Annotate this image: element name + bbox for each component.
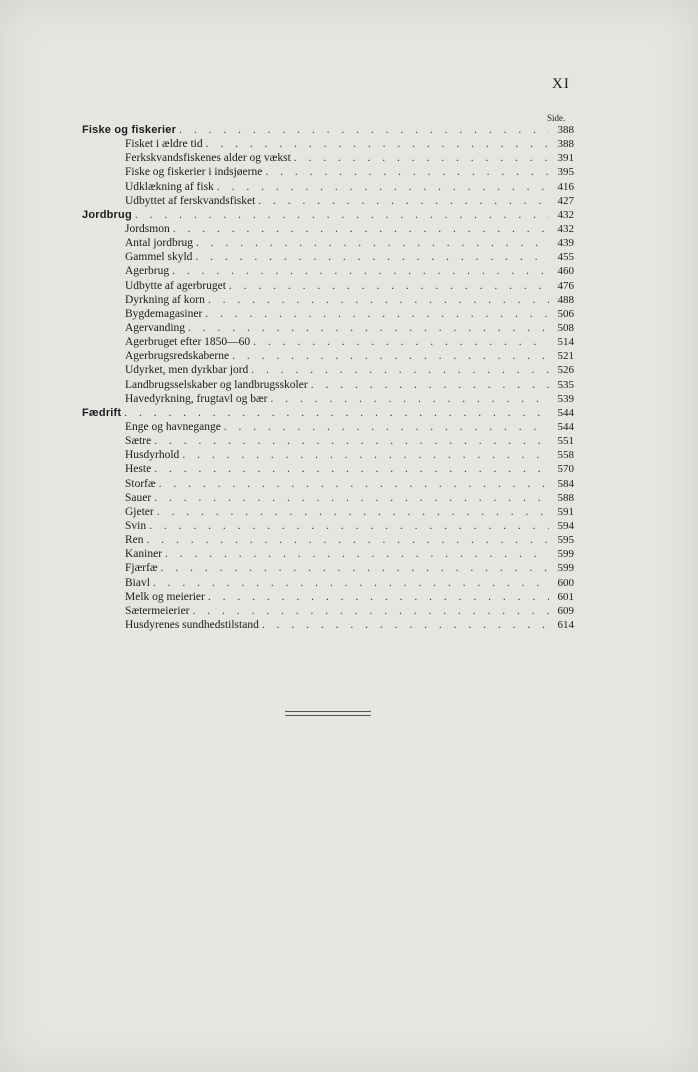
toc-label: Kaniner: [125, 548, 163, 561]
dot-leader: [265, 165, 549, 179]
toc-label: Agerbrugsredskaberne: [125, 350, 230, 363]
toc-label: Fjærfæ: [125, 562, 158, 575]
dot-leader: [159, 477, 549, 491]
toc-page-number: 551: [557, 435, 574, 448]
toc-page-number: 614: [557, 618, 574, 631]
toc-entry: [82, 547, 574, 561]
toc-label: Fædrift: [82, 406, 122, 419]
toc-entry: [82, 335, 574, 349]
dot-leader: [311, 378, 549, 392]
toc-label: Bygdemagasiner: [125, 307, 203, 320]
dot-leader: [153, 576, 549, 590]
toc-entry: [82, 561, 574, 575]
dot-leader: [193, 604, 549, 618]
toc-entry: [82, 321, 574, 335]
toc-label: Agerbruget efter 1850—60: [125, 336, 251, 349]
dot-leader: [262, 618, 549, 632]
toc-entry: [82, 491, 574, 505]
toc-page-number: 599: [557, 562, 574, 575]
toc-label: Fiske og fiskerier i indsjøerne: [125, 166, 263, 179]
toc-entry: [82, 533, 574, 547]
toc-label: Udbytte af agerbruget: [125, 279, 226, 292]
toc-page-number: 476: [557, 279, 574, 292]
dot-leader: [294, 151, 549, 165]
toc-label: Ren: [125, 534, 144, 547]
dot-leader: [157, 505, 549, 519]
dot-leader: [229, 279, 549, 293]
dot-leader: [154, 491, 549, 505]
toc-page-number: 535: [557, 378, 574, 391]
toc-page-number: 544: [557, 420, 574, 433]
toc-label: Jordbrug: [82, 208, 132, 221]
toc-label: Sauer: [125, 491, 152, 504]
dot-leader: [161, 561, 549, 575]
toc-entry: [82, 222, 574, 236]
toc-page-number: 588: [557, 491, 574, 504]
toc-label: Fiske og fiskerier: [82, 124, 177, 136]
toc-entry: [82, 349, 574, 363]
toc-entry: [82, 264, 574, 278]
dot-leader: [205, 307, 549, 321]
toc-label: Udbyttet af ferskvandsfisket: [125, 194, 256, 207]
toc-page-number: 594: [557, 519, 574, 532]
toc-label: Biavl: [125, 576, 150, 589]
toc-page-number: 591: [557, 505, 574, 518]
dot-leader: [147, 533, 549, 547]
dot-leader: [182, 448, 549, 462]
dot-leader: [154, 462, 549, 476]
toc-label: Fisket i ældre tid: [125, 138, 203, 151]
toc-page-number: 388: [557, 124, 574, 136]
toc-label: Enge og havnegange: [125, 420, 221, 433]
toc-page-number: 601: [557, 590, 574, 603]
dot-leader: [217, 180, 549, 194]
toc-page-number: 391: [557, 152, 574, 165]
toc-entry: [82, 363, 574, 377]
toc-page-number: 544: [557, 406, 574, 419]
toc-entry: [82, 618, 574, 632]
toc-entry: [82, 293, 574, 307]
toc-page-number: 584: [557, 477, 574, 490]
toc-page-number: 514: [557, 336, 574, 349]
toc-label: Husdyrenes sundhedstilstand: [125, 618, 259, 631]
dot-leader: [179, 123, 549, 137]
dot-leader: [253, 335, 549, 349]
toc-section-heading: [82, 123, 574, 137]
toc-page-number: 539: [557, 392, 574, 405]
page-number: XI: [552, 76, 570, 92]
toc-entry: [82, 420, 574, 434]
dot-leader: [135, 208, 549, 222]
toc-entry: [82, 576, 574, 590]
toc-page-number: 432: [557, 208, 574, 221]
toc-page-number: 521: [557, 350, 574, 363]
toc-label: Storfæ: [125, 477, 156, 490]
toc-entry: [82, 392, 574, 406]
dot-leader: [251, 363, 549, 377]
toc-entry: [82, 434, 574, 448]
toc-section-heading: [82, 208, 574, 222]
toc-label: Gammel skyld: [125, 251, 193, 264]
dot-leader: [172, 264, 549, 278]
toc-label: Gjeter: [125, 505, 154, 518]
dot-leader: [208, 590, 549, 604]
dot-leader: [173, 222, 549, 236]
dot-leader: [196, 236, 549, 250]
toc-label: Dyrkning af korn: [125, 293, 205, 306]
toc-page-number: 595: [557, 534, 574, 547]
toc-label: Antal jordbrug: [125, 237, 194, 250]
dot-leader: [188, 321, 549, 335]
toc-label: Havedyrkning, frugtavl og bær: [125, 392, 268, 405]
toc-label: Husdyrhold: [125, 449, 180, 462]
toc-entry: [82, 378, 574, 392]
toc-entry: [82, 279, 574, 293]
toc-page-number: 508: [557, 321, 574, 334]
toc-entry: [82, 180, 574, 194]
toc-entry: [82, 448, 574, 462]
toc-entry: [82, 151, 574, 165]
dot-leader: [149, 519, 549, 533]
toc-label: Sætermeierier: [125, 604, 190, 617]
toc-label: Landbrugsselskaber og landbrugsskoler: [125, 378, 308, 391]
toc-page-number: 488: [557, 293, 574, 306]
toc-entry: [82, 477, 574, 491]
toc-entry: [82, 462, 574, 476]
toc-page-number: 506: [557, 307, 574, 320]
toc-page-number: 600: [557, 576, 574, 589]
toc-page-number: 427: [557, 194, 574, 207]
toc-label: Svin: [125, 519, 147, 532]
toc-entry: [82, 519, 574, 533]
toc-label: Udklækning af fisk: [125, 180, 214, 193]
toc-label: Heste: [125, 463, 152, 476]
end-rule-divider: [285, 711, 371, 716]
toc-page-number: 395: [557, 166, 574, 179]
dot-leader: [232, 349, 549, 363]
toc-label: Ferkskvandsfiskenes alder og vækst: [125, 152, 291, 165]
toc-page-number: 558: [557, 449, 574, 462]
toc-entry: [82, 505, 574, 519]
toc-page-number: 388: [557, 138, 574, 151]
toc-entry: [82, 236, 574, 250]
toc-label: Udyrket, men dyrkbar jord: [125, 364, 249, 377]
toc-label: Jordsmon: [125, 222, 170, 235]
dot-leader: [154, 434, 549, 448]
toc-page-number: 439: [557, 237, 574, 250]
toc-section-heading: [82, 406, 574, 420]
dot-leader: [208, 293, 549, 307]
toc-entry: [82, 250, 574, 264]
toc-page-number: 416: [557, 180, 574, 193]
page-column-label: Side.: [547, 113, 566, 123]
toc-page-number: 432: [557, 222, 574, 235]
toc-entry: [82, 604, 574, 618]
toc-entry: [82, 307, 574, 321]
dot-leader: [124, 406, 549, 420]
toc-page-number: 609: [557, 604, 574, 617]
toc-page-number: 526: [557, 364, 574, 377]
toc-page-number: 460: [557, 265, 574, 278]
toc-label: Agervanding: [125, 321, 186, 334]
dot-leader: [224, 420, 549, 434]
toc-page-number: 570: [557, 463, 574, 476]
toc-page-number: 455: [557, 251, 574, 264]
toc-entry: [82, 194, 574, 208]
toc-label: Melk og meierier: [125, 590, 205, 603]
toc-entry: [82, 590, 574, 604]
dot-leader: [165, 547, 549, 561]
toc-page-number: 599: [557, 548, 574, 561]
dot-leader: [270, 392, 549, 406]
toc-label: Agerbrug: [125, 265, 170, 278]
toc-entry: [82, 165, 574, 179]
table-of-contents: [82, 123, 574, 632]
toc-label: Sætre: [125, 435, 152, 448]
toc-entry: [82, 137, 574, 151]
dot-leader: [258, 194, 549, 208]
dot-leader: [206, 137, 549, 151]
dot-leader: [195, 250, 549, 264]
